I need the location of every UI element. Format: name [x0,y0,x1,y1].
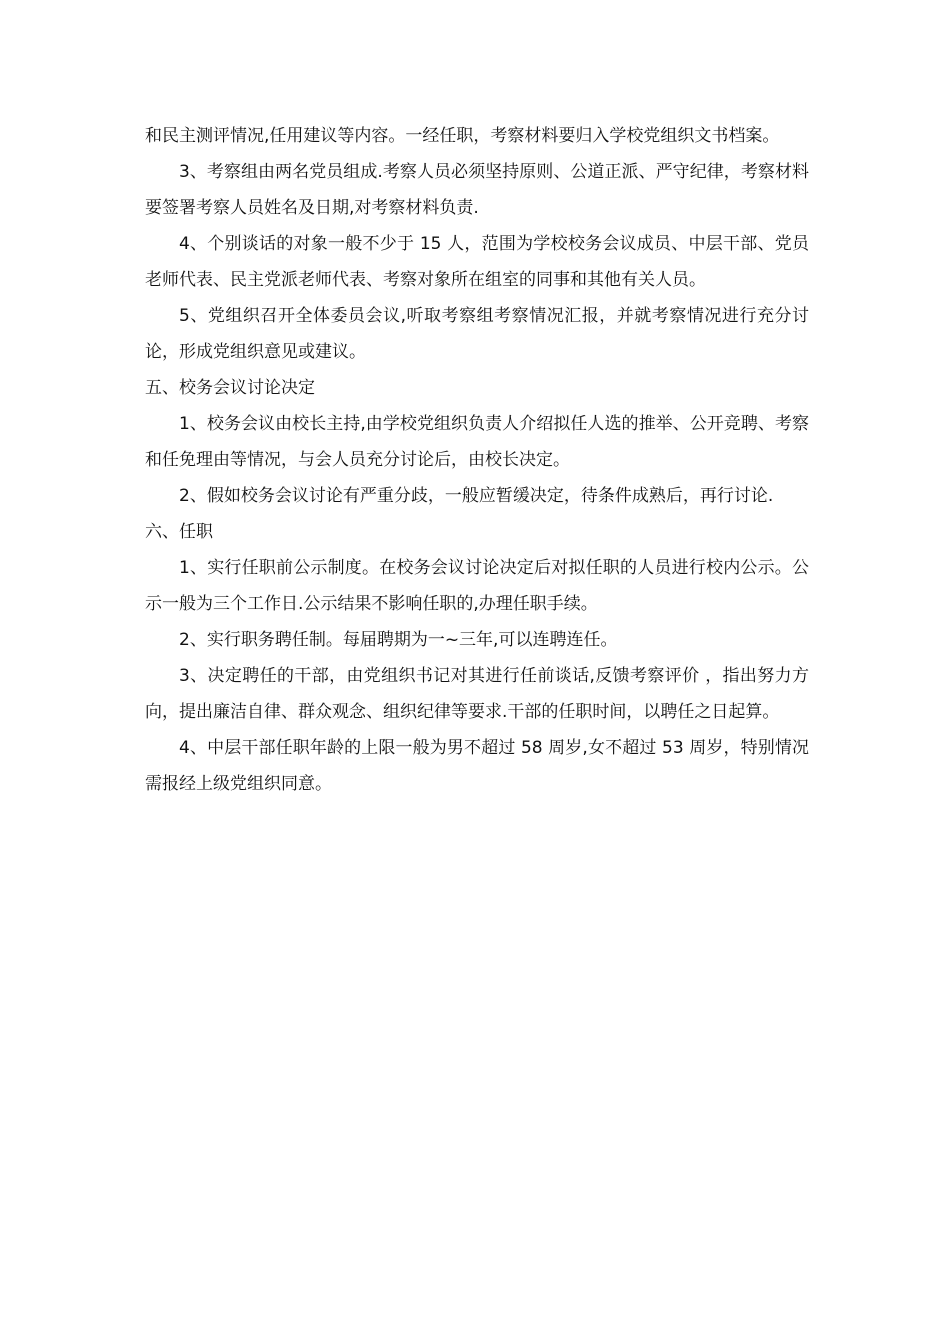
paragraph-item-4: 4、中层干部任职年龄的上限一般为男不超过 58 周岁,女不超过 53 周岁，特别情况需报经上级党组织同意。 [145,738,809,794]
paragraph-item-1: 1、校务会议由校长主持,由学校党组织负责人介绍拟任人选的推举、公开竞聘、考察和任免理由等情况，与会人员充分讨论后，由校长决定。 [145,414,809,470]
paragraph-item-3: 3、决定聘任的干部，由党组织书记对其进行任前谈话,反馈考察评价 ，指出努力方向，提出廉洁自律、群众观念、组织纪律等要求.干部的任职时间，以聘任之日起算。 [145,666,809,722]
paragraph-item-4: 4、个别谈话的对象一般不少于 15 人，范围为学校校务会议成员、中层干部、党员老师代表、民主党派老师代表、考察对象所在组室的同事和其他有关人员。 [145,234,809,290]
paragraph-item-3: 3、考察组由两名党员组成.考察人员必须坚持原则、公道正派、严守纪律，考察材料要签署考察人员姓名及日期,对考察材料负责. [145,162,809,218]
section-heading-5: 五、校务会议讨论决定 [145,378,315,398]
paragraph-item-2: 2、实行职务聘任制。每届聘期为一~三年,可以连聘连任。 [179,630,618,650]
document-body [145,118,809,802]
paragraph-item-2: 2、假如校务会议讨论有严重分歧，一般应暂缓决定，待条件成熟后，再行讨论. [179,486,774,506]
paragraph-continuation: 和民主测评情况,任用建议等内容。一经任职，考察材料要归入学校党组织文书档案。 [145,126,780,146]
paragraph-item-1: 1、实行任职前公示制度。在校务会议讨论决定后对拟任职的人员进行校内公示。公示一般为三个工作日.公示结果不影响任职的,办理任职手续。 [145,558,809,614]
section-heading-6: 六、任职 [145,522,213,542]
paragraph-item-5: 5、党组织召开全体委员会议,听取考察组考察情况汇报，并就考察情况进行充分讨论，形成党组织意见或建议。 [145,306,809,362]
